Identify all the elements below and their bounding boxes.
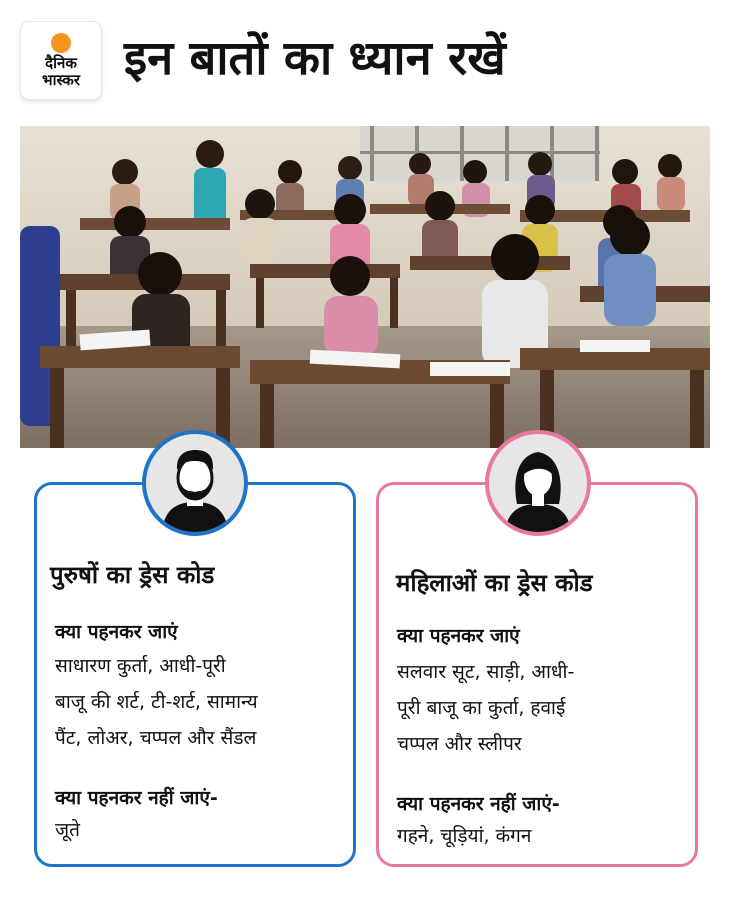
women-not-heading: क्या पहनकर नहीं जाएं- [397,793,560,815]
men-wear-text: साधारण कुर्ता, आधी-पूरी बाजू की शर्ट, टी-शर्ट, सामान्य पैंट, लोअर, चप्पल और सैंडल [55,655,258,749]
logo-line-2: भास्कर [42,70,80,89]
logo-line-1: दैनिक [45,53,77,72]
women-not-text: गहने, चूड़ियां, कंगन [397,825,532,847]
men-heading: पुरुषों का ड्रेस कोड [50,561,215,589]
man-avatar-icon [142,430,248,536]
sun-icon [51,33,71,53]
men-wear-heading: क्या पहनकर जाएं [55,621,178,643]
woman-avatar-icon [485,430,591,536]
men-not-heading: क्या पहनकर नहीं जाएं- [55,787,218,809]
dainik-bhaskar-logo [21,22,101,99]
men-not-text: जूते [55,819,80,841]
women-wear-text: सलवार सूट, साड़ी, आधी- पूरी बाजू का कुर्ता, हवाई चप्पल और स्लीपर [397,661,575,755]
page-title: इन बातों का ध्यान रखें [124,31,506,86]
women-heading: महिलाओं का ड्रेस कोड [396,569,593,597]
women-wear-heading: क्या पहनकर जाएं [397,625,520,647]
exam-hall-photo [20,126,710,448]
